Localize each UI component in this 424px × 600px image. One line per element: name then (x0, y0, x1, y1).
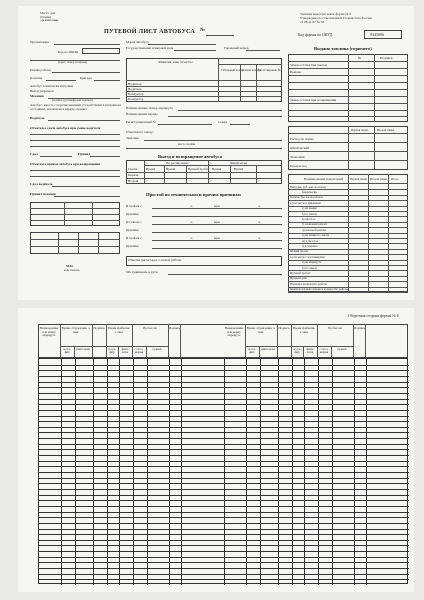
downtime-min-3: мин (214, 236, 220, 240)
downtime-row-5: В график с (126, 236, 142, 240)
return-col-time-2: Время (166, 167, 176, 171)
indicator-row-label: фактически (302, 190, 317, 194)
grid-row-line (39, 393, 409, 394)
grid-row-line (39, 432, 409, 433)
corner-stamp-label: Место для штампа организации (40, 11, 59, 23)
grid-row-line (39, 579, 409, 580)
back-subheader-rule (60, 346, 168, 347)
grid-row-line (39, 517, 409, 518)
back-subheader-label: с пасса-жирами (319, 348, 329, 354)
order-row2-label: Обслуживание в пути (126, 270, 158, 274)
fuel-row-fact: Фактический (290, 146, 310, 150)
indicator-row-label: Общий пробег (290, 249, 309, 254)
grid-row-line (39, 562, 409, 563)
grid-row-line (39, 416, 409, 417)
grid-row-line (39, 545, 409, 546)
back-heading: Оборотная сторона формы № 6 (348, 314, 399, 318)
grid-row-line (39, 438, 409, 439)
address-hint: (адрес, номер телефона) (58, 61, 87, 64)
crew-driver-2: Водитель (128, 87, 142, 91)
fuel-col-sign: Подпись (380, 56, 393, 60)
crew-conductor-1: Кондуктор (128, 92, 144, 96)
indicator-row-label: б) по заказу (302, 265, 318, 270)
indicator-row-line (288, 292, 408, 293)
indicator-row-label: Нулевой пробег (290, 271, 311, 275)
grid-row-line (39, 483, 409, 484)
number-sign: № (200, 28, 206, 33)
organization-label: Организация (30, 40, 49, 44)
accepted-label: Автобус, вместе с перечисленными устройствами в исправном состоянии, указанном в наряде, принял (30, 103, 121, 111)
grid-row-line (39, 410, 409, 411)
downtime-row-2: Причина (126, 212, 139, 216)
downtime-ch-2: ч. (258, 204, 261, 208)
departure-label: Отметки по заказу: (126, 130, 154, 134)
approved-line-2: от 28.11.97 № 78 (300, 20, 325, 24)
sdal-label: Сдал (30, 152, 38, 156)
grid-row-line (39, 557, 409, 558)
return-row-second: Вторая (128, 179, 139, 183)
downtime-ch-4: ч. (258, 220, 261, 224)
back-header-label: Подпись (354, 326, 366, 330)
left-table-2 (30, 232, 120, 254)
grid-row-line (39, 523, 409, 524)
crew-tab-header: Табельный номер (221, 68, 244, 72)
grid-row-line (39, 382, 409, 383)
back-subheader-divider (353, 346, 354, 358)
downtime-row-1: В график с (126, 204, 142, 208)
indicator-row-label: г) плановый ремонт (302, 222, 328, 227)
grid-row-line (39, 421, 409, 422)
crew-name-header: Фамилия, имя, отчество (158, 60, 193, 64)
crew-udost-header: Удостоверение № (258, 68, 281, 72)
bus-sdal-label: Сдал водитель (30, 182, 53, 186)
fuel-col-first: Первая смена (351, 128, 369, 132)
fuel-row-out: Замер остатка при выезде (290, 63, 328, 67)
okpo-box (82, 48, 120, 54)
indicator-row-label: в том числе в движении (290, 200, 321, 205)
back-header-label: Пробег, км (328, 326, 342, 330)
exit-allowed-label: Выезд разрешен (30, 89, 54, 93)
grid-row-line (39, 449, 409, 450)
form-type: Типовая межотраслевая форма № 6 (300, 12, 352, 16)
downtime-min-2: мин (214, 220, 220, 224)
downtime-ch-6: ч. (258, 236, 261, 240)
back-subheader-divider (277, 346, 278, 358)
grid-row-line (39, 376, 409, 377)
grid-row-line (39, 574, 409, 575)
indicators-col1: Первая смена (350, 177, 368, 181)
trip-marks-label: Отметки о сдаче автобуса при смене водителя (30, 126, 101, 130)
downtime-min-1: мин (214, 204, 220, 208)
back-subheader-label: по гра-фику (108, 348, 116, 354)
okud-code: 0345006 (370, 31, 384, 37)
downtime-ch-5: ч. (190, 236, 193, 240)
indicator-row-label: Плановое количество рейсов (290, 281, 327, 286)
fuel-row-return: Замер остатка при возвращении (290, 98, 337, 102)
return-row-first: Первая (128, 173, 139, 177)
indicator-row-label: в том числе с пассажирами (290, 254, 325, 259)
back-header-divider (365, 324, 366, 358)
return-fact-header: Фактически (230, 161, 248, 165)
grid-row-line (39, 540, 409, 541)
waybill-front-sheet (18, 6, 414, 300)
grid-row-line (39, 404, 409, 405)
grid-row-line (39, 444, 409, 445)
back-header-divider (180, 324, 181, 358)
back-subheader-label: по гра-фику (293, 348, 301, 354)
back-data-grid (38, 358, 408, 584)
route-name-label: Наименование, номер маршрута (126, 106, 173, 110)
grid-row-line (39, 489, 409, 490)
garage-no-label: Гаражный номер (224, 46, 249, 50)
back-header-label: Подпись (278, 326, 290, 330)
bus-model-label: Марка автобуса (126, 40, 149, 44)
grid-row-line (39, 399, 409, 400)
grid-row-line (39, 512, 409, 513)
back-header-label: Время отправления, ч. мин. (61, 326, 91, 334)
grid-row-line (39, 461, 409, 462)
reg-no-label: Регистрационный № (126, 120, 156, 124)
stamp-note: или печать (64, 268, 80, 272)
back-header-label: Пробег, км (143, 326, 157, 330)
fuel-row-issued: Выдано (290, 70, 302, 74)
downtime-ch-3: ч. (190, 220, 193, 224)
back-header-label: Время отправления, ч. мин. (246, 326, 276, 334)
grid-row-line (39, 568, 409, 569)
fuel-col-num: № (358, 56, 362, 60)
indicator-row-label: з) в ремонте (302, 244, 318, 248)
back-subheader-label: факти-чески (76, 348, 90, 351)
grid-row-line (39, 370, 409, 371)
mechanic-sign-hint: (подпись) (расшифровка подписи) (52, 99, 93, 102)
approved-line-1: Утверждена постановлением Госкомстата России (300, 16, 372, 20)
back-subheader-divider (168, 346, 169, 358)
indicators-col2: Вторая смена (370, 177, 388, 181)
route-order-label: Наименование наряда (126, 112, 158, 116)
indicator-row-label: Нулевой рейс (290, 276, 308, 281)
back-subheader-label: по гра-фику (63, 348, 71, 354)
page-title: ПУТЕВОЙ ЛИСТ АВТОБУСА (104, 28, 196, 35)
indicator-row-label: Фактически выполненное количество рейсов (290, 287, 348, 292)
return-table-heading: Выезд и возвращение автобуса (158, 154, 222, 159)
downtime-row-4: Причина (126, 228, 139, 232)
back-subheader-label: по гра-фику (248, 348, 256, 354)
grid-row-line (39, 387, 409, 388)
tech-ok-label: Автобус технически исправен (30, 84, 74, 88)
grid-row-line (39, 495, 409, 496)
indicator-row-label: е) на линии по заказу (302, 233, 330, 238)
grid-row-line (39, 534, 409, 535)
crew-driver-1: Водитель (128, 82, 142, 86)
indicator-row-label: а) на маршруте (302, 260, 322, 265)
back-subheader-label: факти-чески (306, 348, 314, 354)
order-row-label: Отметка диспетчера о начале работы (128, 258, 182, 262)
return-col-time-4: Время (234, 167, 244, 171)
brigade-label: Бригада (80, 76, 92, 80)
back-subheader-rule (245, 346, 353, 347)
back-header-label: Наименование или номер маршрута (39, 326, 59, 338)
crew-zamena-header: Замена номера (242, 68, 261, 72)
fuel-row-economy: Экономия (290, 155, 305, 159)
prinyal-label: Принял (78, 152, 91, 156)
indicator-row-label: Выручка, руб. коп. по плану (290, 184, 326, 189)
grid-row-line (39, 506, 409, 507)
grid-row-line (39, 529, 409, 530)
back-subheader-label: с пасса-жирами (134, 348, 144, 354)
downtime-ch-1: ч. (190, 204, 193, 208)
grid-row-line (39, 455, 409, 456)
okpo-label: Код по ОКПО (58, 50, 79, 54)
back-header-label: Наименование или номер маршрута (224, 326, 244, 338)
back-subheader-label: нулевой (337, 348, 347, 351)
mesto-label: место подачи (178, 142, 196, 146)
back-header-label: Время прибытия, ч. мин. (107, 326, 131, 334)
return-col-time-3: Время (212, 167, 222, 171)
back-subheader-divider (92, 346, 93, 358)
grid-row-line (39, 551, 409, 552)
grid-row-line (39, 500, 409, 501)
back-subheader-label: факти-чески (261, 348, 275, 351)
grid-row-line (39, 365, 409, 366)
indicator-row-label: б) по заказу (302, 211, 318, 216)
back-header-label: Подпись (93, 326, 105, 330)
return-col-time-1: Время (146, 167, 156, 171)
back-subheader-label: нулевой (152, 348, 162, 351)
driver-label: Водитель (30, 116, 45, 120)
schedule-label: Режим работы (30, 68, 51, 72)
return-plan-header: По расписанию (166, 161, 189, 165)
fuel-heading: Выдано топлива (горючего) (314, 46, 372, 51)
back-header-label: Время прибытия, ч. мин. (292, 326, 316, 334)
column-label: Колонна (30, 76, 43, 80)
bus-prinyal-label: Принял механик (30, 192, 56, 196)
fuel-row-overrun: Перерасход (290, 164, 307, 168)
reg-sign-label: Государственный номерной знак (126, 46, 174, 50)
series-label: Серия (218, 120, 227, 124)
indicator-row-label: а) на линии (302, 206, 317, 211)
fuel-col-second: Вторая смена (377, 128, 395, 132)
indicators-col3: Итого (391, 177, 399, 181)
indicator-row-label: в) простое (302, 217, 316, 221)
grid-row-line (39, 427, 409, 428)
zakazchik-label: Заказчик (126, 136, 139, 140)
fuel-row-norm: Расход по норме (290, 137, 314, 141)
grid-row-line (39, 478, 409, 479)
grid-row-line (39, 472, 409, 473)
indicators-heading: Наименование показателей (304, 177, 344, 181)
indicator-row-label: ж) в простое (302, 238, 319, 243)
stamp-mp: М.П. (66, 264, 74, 268)
back-header-label: Подпись (169, 326, 181, 330)
return-marks-label: Отметки о приеме автобуса при возвращении (30, 162, 101, 166)
waybill-back-sheet (18, 308, 414, 592)
return-col-shift: Смена (128, 167, 138, 171)
downtime-row-3: Из заказа с (126, 220, 142, 224)
downtime-row-6: Причина (126, 244, 139, 248)
back-subheader-label: факти-чески (121, 348, 129, 354)
downtime-heading: Простой по техническим и прочим причинам (146, 192, 241, 197)
grid-row-line (39, 466, 409, 467)
indicator-row-label: д) заказной ремонт (302, 227, 327, 232)
return-col-null: Нулевой пробег (188, 167, 209, 171)
indicator-row-label: Количество часов работы (290, 195, 323, 200)
mechanic-label: Механик (30, 94, 44, 98)
crew-conductor-2: Кондуктор (128, 97, 144, 101)
okud-label: Код формы по ОКУД (298, 33, 333, 37)
